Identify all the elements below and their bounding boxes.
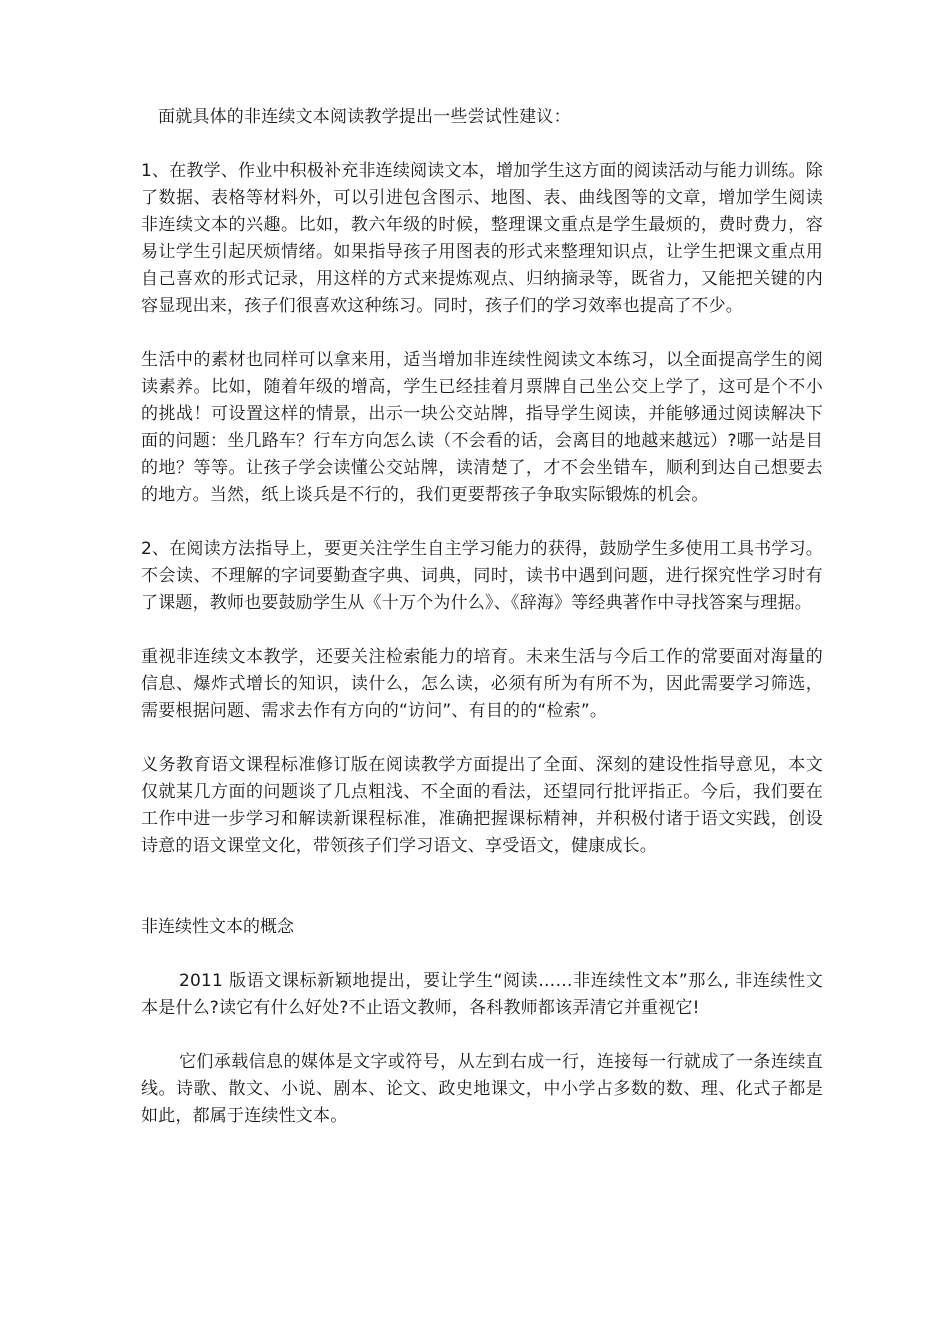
paragraph-4: 重视非连续文本教学，还要关注检索能力的培育。未来生活与今后工作的常要面对海量的信息、爆炸式增长的知识，读什么，怎么读，必须有所为有所不为，因此需要学习筛选，需要根据问题、需求去作有方向的“访问”、有目的的“检索”。	[141, 647, 823, 721]
paragraph-3: 2、在阅读方法指导上，要更关注学生自主学习能力的获得，鼓励学生多使用工具书学习。不会读、不理解的字词要勤查字典、词典，同时，读书中遇到问题，进行探究性学习时有了课题，教师也要鼓励学生从《十万个为什么》、《辞海》等经典著作中寻找答案与理据。	[141, 539, 823, 613]
paragraph-gap	[141, 725, 823, 752]
paragraph-gap	[141, 941, 823, 968]
paragraph-7: 它们承载信息的媒体是文字或符号，从左到右成一行，连接每一行就成了一条连续直线。诗歌、散文、小说、剧本、论文、政史地课文，中小学占多数的数、理、化式子都是如此，都属于连续性文本。	[141, 1052, 823, 1126]
paragraph-gap	[141, 131, 823, 158]
paragraph-gap	[141, 509, 823, 536]
paragraph-gap	[141, 860, 823, 914]
paragraph-gap	[141, 1022, 823, 1049]
intro-paragraph: 面就具体的非连续文本阅读教学提出一些尝试性建议：	[158, 107, 571, 127]
paragraph-6: 2011 版语文课标新颖地提出，要让学生“阅读……非连续性文本”那么, 非连续性文本是什么?读它有什么好处?不止语文教师，各科教师都该弄清它并重视它!	[141, 971, 823, 1018]
section-heading: 非连续性文本的概念	[141, 917, 294, 937]
paragraph-1: 1、在教学、作业中积极补充非连续阅读文本，增加学生这方面的阅读活动与能力训练。除了数据、表格等材料外，可以引进包含图示、地图、表、曲线图等的文章，增加学生阅读非连续文本的兴趣。比如，教六年级的时候，整理课文重点是学生最烦的，费时费力，容易让学生引起厌烦情绪。如果指导孩子用图表的形式来整理知识点，让学生把课文重点用自己喜欢的形式记录，用这样的方式来提炼观点、归纳摘录等，既省力，又能把关键的内容显现出来，孩子们很喜欢这种练习。同时，孩子们的学习效率也提高了不少。	[141, 161, 823, 316]
paragraph-gap	[141, 320, 823, 347]
paragraph-5: 义务教育语文课程标准修订版在阅读教学方面提出了全面、深刻的建设性指导意见，本文仅就某几方面的问题谈了几点粗浅、不全面的看法，还望同行批评指正。今后，我们要在工作中进一步学习和解读新课程标准，准确把握课标精神，并积极付诸于语文实践，创设诗意的语文课堂文化，带领孩子们学习语文、享受语文，健康成长。	[141, 755, 823, 856]
paragraph-2: 生活中的素材也同样可以拿来用，适当增加非连续性阅读文本练习，以全面提高学生的阅读素养。比如，随着年级的增高，学生已经挂着月票牌自己坐公交上学了，这可是个不小的挑战！可设置这样的情景，出示一块公交站牌，指导学生阅读，并能够通过阅读解决下面的问题：坐几路车？行车方向怎么读（不会看的话，会离目的地越来越远）?哪一站是目的地？等等。让孩子学会读懂公交站牌，读清楚了，才不会坐错车，顺利到达自己想要去的地方。当然，纸上谈兵是不行的，我们更要帮孩子争取实际锻炼的机会。	[141, 350, 823, 505]
document-page	[141, 104, 823, 1130]
paragraph-gap	[141, 617, 823, 644]
